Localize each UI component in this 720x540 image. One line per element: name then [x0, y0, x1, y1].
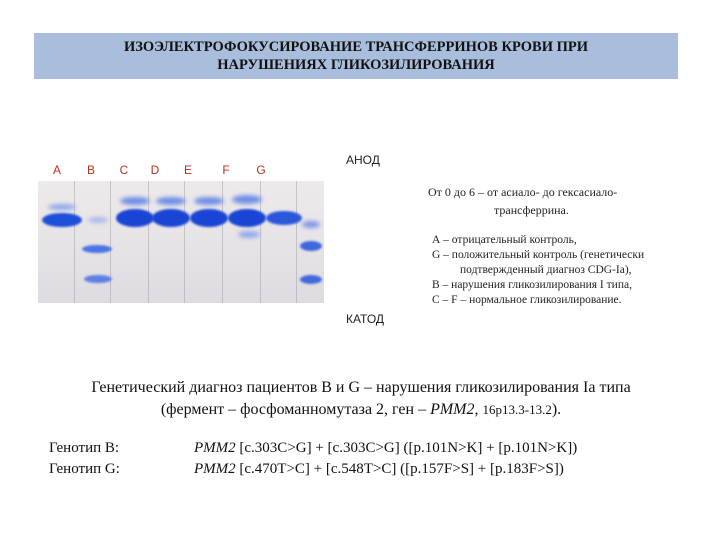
genotype-label-g: Генотип G:: [49, 461, 120, 477]
gene-name: PMM2: [194, 461, 236, 477]
gel-band: [120, 197, 150, 205]
gel-band: [116, 209, 154, 227]
title-line-2: НАРУШЕНИЯХ ГЛИКОЗИЛИРОВАНИЯ: [217, 57, 495, 73]
gel-band: [190, 209, 228, 227]
lane-label-g: G: [256, 163, 266, 177]
gel-band: [266, 211, 302, 225]
gel-band: [42, 213, 82, 227]
gel-band: [152, 209, 190, 227]
gel-band: [228, 209, 266, 227]
lane-label-c: C: [119, 163, 129, 177]
diagnosis-line-1: Генетический диагноз пациентов B и G – нарушения гликозилирования Ia типа: [91, 379, 631, 396]
gel-band: [302, 221, 320, 228]
lane-divider: [74, 181, 75, 303]
genotype-variants: [c.470T>C] + [c.548T>C] ([p.157F>S] + [p.183F>S]): [235, 461, 564, 477]
gel-band: [84, 275, 112, 283]
legend-line: А – отрицательный контроль,: [432, 234, 577, 246]
gel-band: [238, 231, 260, 238]
legend-line: B – нарушения гликозилирования I типа,: [432, 279, 632, 291]
lane-divider: [296, 181, 297, 303]
lane-label-d: D: [150, 163, 160, 177]
lane-label-b: B: [86, 163, 96, 177]
diagnosis-prefix: (фермент – фосфоманномутаза 2, ген –: [160, 401, 431, 418]
genotype-label-b: Генотип B:: [49, 440, 120, 456]
gel-band: [300, 275, 322, 284]
gel-band: [194, 197, 224, 205]
diagnosis-sep: ,: [474, 401, 483, 418]
title-line-1: ИЗОЭЛЕКТРОФОКУСИРОВАНИЕ ТРАНСФЕРРИНОВ КРОВИ ПРИ: [123, 39, 589, 55]
gel-band: [48, 204, 76, 210]
diagnosis-suffix: ).: [551, 401, 562, 418]
lane-label-f: F: [222, 163, 230, 177]
legend-line: C – F – нормальное гликозилирование.: [432, 294, 622, 306]
sialo-note-line-2: трансферрина.: [494, 203, 569, 217]
legend-line: подтвержденный диагноз CDG-Ia),: [460, 264, 632, 276]
gel-band: [156, 197, 186, 205]
title-banner: [34, 33, 678, 79]
cathode-label: КАТОД: [346, 312, 385, 326]
gel-band: [300, 241, 322, 251]
gel-band: [88, 217, 108, 223]
genotype-value-b: [194, 438, 577, 458]
diagnosis-line-2: [34, 399, 688, 421]
lane-label-e: E: [183, 163, 193, 177]
legend-line: G – положительный контроль (генетически: [432, 249, 645, 261]
gel-band: [82, 245, 112, 253]
sialo-note-line-1: От 0 до 6 – от асиало- до гексасиало-: [428, 185, 618, 199]
gel-image: [38, 181, 324, 303]
gene-name: PMM2: [430, 401, 475, 418]
genotype-variants: [c.303C>G] + [c.303C>G] ([p.101N>K] + [p.101N>K]): [235, 440, 578, 456]
lane-legend: [432, 233, 717, 308]
gene-name: PMM2: [194, 440, 236, 456]
lane-divider: [110, 181, 111, 303]
genotype-value-g: [194, 459, 564, 479]
gene-locus: 16p13.3-13.2: [482, 402, 552, 417]
diagnosis-text: [34, 377, 688, 421]
sialo-note: [428, 183, 698, 219]
lane-label-a: A: [52, 163, 62, 177]
anode-label: АНОД: [346, 153, 380, 167]
gel-band: [232, 195, 262, 204]
